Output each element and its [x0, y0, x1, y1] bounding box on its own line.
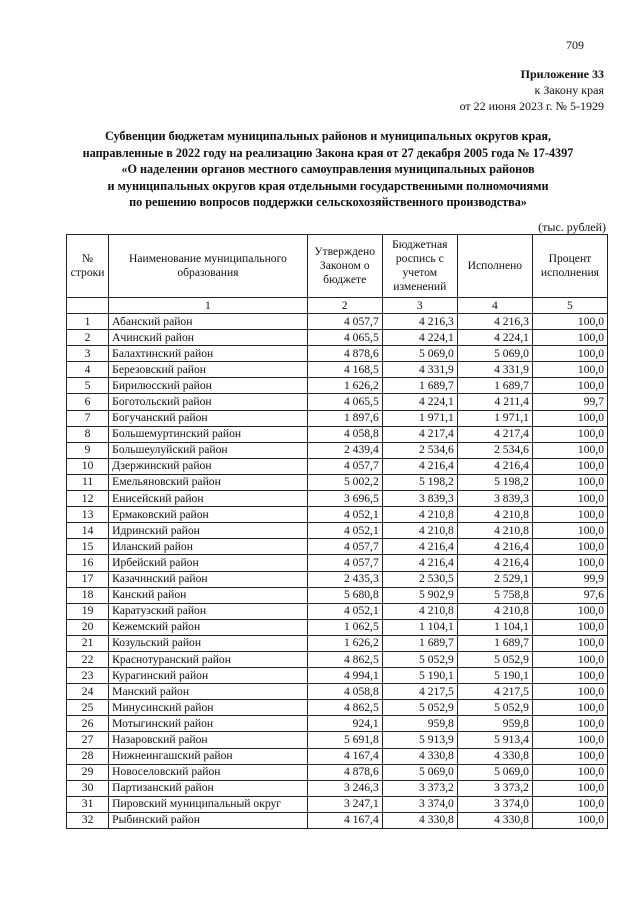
row-number: 9	[67, 442, 109, 458]
table-row	[67, 603, 608, 619]
table-row	[67, 668, 608, 684]
municipality-name: Козульский район	[109, 635, 308, 651]
budget-amount: 4 216,4	[382, 458, 457, 474]
budget-amount: 2 534,6	[382, 442, 457, 458]
executed-amount: 4 217,5	[457, 684, 532, 700]
column-number: 3	[382, 298, 457, 314]
approved-amount: 4 057,7	[307, 555, 382, 571]
approved-amount: 3 247,1	[307, 796, 382, 812]
municipality-name: Абанский район	[109, 314, 308, 330]
row-number: 1	[67, 314, 109, 330]
executed-amount: 1 689,7	[457, 635, 532, 651]
budget-amount: 1 689,7	[382, 378, 457, 394]
table-row	[67, 700, 608, 716]
executed-amount: 4 216,4	[457, 458, 532, 474]
approved-amount: 4 057,7	[307, 458, 382, 474]
municipality-name: Партизанский район	[109, 780, 308, 796]
execution-percent: 99,7	[532, 394, 607, 410]
approved-amount: 5 680,8	[307, 587, 382, 603]
column-number-empty	[67, 298, 109, 314]
table-row	[67, 394, 608, 410]
header-approved	[307, 235, 382, 298]
approved-amount: 3 246,3	[307, 780, 382, 796]
approved-amount: 4 167,4	[307, 748, 382, 764]
municipality-name: Боготольский район	[109, 394, 308, 410]
appendix-law-date: от 22 июня 2023 г. № 5-1929	[459, 99, 604, 113]
execution-percent: 100,0	[532, 474, 607, 490]
execution-percent: 100,0	[532, 684, 607, 700]
executed-amount: 1 971,1	[457, 410, 532, 426]
municipality-name: Березовский район	[109, 362, 308, 378]
municipality-name: Ермаковский район	[109, 507, 308, 523]
approved-amount: 4 058,8	[307, 684, 382, 700]
table-row	[67, 491, 608, 507]
execution-percent: 100,0	[532, 410, 607, 426]
approved-amount: 4 052,1	[307, 507, 382, 523]
execution-percent: 100,0	[532, 330, 607, 346]
executed-amount: 3 374,0	[457, 796, 532, 812]
execution-percent: 100,0	[532, 796, 607, 812]
header-municipality	[109, 235, 308, 298]
header-text: строки	[70, 266, 105, 279]
budget-amount: 4 216,4	[382, 555, 457, 571]
header-text: образования	[177, 266, 239, 279]
municipality-name: Идринский район	[109, 523, 308, 539]
approved-amount: 4 878,6	[307, 764, 382, 780]
header-text: Исполнено	[467, 259, 523, 272]
executed-amount: 4 330,8	[457, 748, 532, 764]
executed-amount: 959,8	[457, 716, 532, 732]
header-budget-schedule	[382, 235, 457, 298]
approved-amount: 3 696,5	[307, 491, 382, 507]
row-number: 28	[67, 748, 109, 764]
row-number: 20	[67, 619, 109, 635]
row-number: 27	[67, 732, 109, 748]
executed-amount: 4 224,1	[457, 330, 532, 346]
approved-amount: 4 862,5	[307, 651, 382, 667]
execution-percent: 100,0	[532, 700, 607, 716]
executed-amount: 4 210,8	[457, 507, 532, 523]
execution-percent: 100,0	[532, 458, 607, 474]
approved-amount: 1 897,6	[307, 410, 382, 426]
row-number: 2	[67, 330, 109, 346]
title-line: Субвенции бюджетам муниципальных районов и муниципальных округов края,	[104, 129, 552, 143]
column-number: 2	[307, 298, 382, 314]
budget-amount: 3 839,3	[382, 491, 457, 507]
municipality-name: Большеулуйский район	[109, 442, 308, 458]
page-number: 709	[566, 38, 584, 52]
execution-percent: 100,0	[532, 362, 607, 378]
budget-amount: 1 104,1	[382, 619, 457, 635]
budget-amount: 3 373,2	[382, 780, 457, 796]
execution-percent: 100,0	[532, 668, 607, 684]
row-number: 8	[67, 426, 109, 442]
budget-amount: 5 069,0	[382, 764, 457, 780]
table-row	[67, 812, 608, 828]
table-row	[67, 571, 608, 587]
approved-amount: 4 057,7	[307, 539, 382, 555]
execution-percent: 100,0	[532, 716, 607, 732]
row-number: 21	[67, 635, 109, 651]
municipality-name: Канский район	[109, 587, 308, 603]
title-line: по решению вопросов поддержки сельскохозяйственного производства»	[129, 195, 527, 210]
approved-amount: 4 052,1	[307, 603, 382, 619]
row-number: 5	[67, 378, 109, 394]
municipality-name: Большемуртинский район	[109, 426, 308, 442]
column-number-row	[67, 298, 608, 314]
approved-amount: 4 167,4	[307, 812, 382, 828]
row-number: 32	[67, 812, 109, 828]
table-row	[67, 635, 608, 651]
row-number: 19	[67, 603, 109, 619]
execution-percent: 100,0	[532, 780, 607, 796]
budget-amount: 5 052,9	[382, 700, 457, 716]
table-row	[67, 716, 608, 732]
execution-percent: 100,0	[532, 619, 607, 635]
table-row	[67, 410, 608, 426]
subsidies-table	[66, 234, 608, 829]
row-number: 3	[67, 346, 109, 362]
municipality-name: Кежемский район	[109, 619, 308, 635]
municipality-name: Ачинский район	[109, 330, 308, 346]
table-row	[67, 796, 608, 812]
row-number: 26	[67, 716, 109, 732]
execution-percent: 100,0	[532, 426, 607, 442]
row-number: 24	[67, 684, 109, 700]
execution-percent: 100,0	[532, 507, 607, 523]
approved-amount: 4 994,1	[307, 668, 382, 684]
budget-amount: 5 190,1	[382, 668, 457, 684]
executed-amount: 2 534,6	[457, 442, 532, 458]
title-line: и муниципальных округов края отдельными государственными полномочиями	[107, 178, 549, 193]
executed-amount: 4 330,8	[457, 812, 532, 828]
municipality-name: Мотыгинский район	[109, 716, 308, 732]
table-row	[67, 346, 608, 362]
executed-amount: 4 216,4	[457, 555, 532, 571]
row-number: 18	[67, 587, 109, 603]
budget-amount: 5 198,2	[382, 474, 457, 490]
row-number: 23	[67, 668, 109, 684]
municipality-name: Новоселовский район	[109, 764, 308, 780]
row-number: 14	[67, 523, 109, 539]
table-row	[67, 442, 608, 458]
table-body	[67, 314, 608, 829]
municipality-name: Пировский муниципальный округ	[109, 796, 308, 812]
budget-amount: 4 217,5	[382, 684, 457, 700]
approved-amount: 4 168,5	[307, 362, 382, 378]
header-text: Процент	[548, 252, 592, 265]
header-text: роспись с	[395, 252, 444, 265]
executed-amount: 4 211,4	[457, 394, 532, 410]
execution-percent: 100,0	[532, 732, 607, 748]
municipality-name: Курагинский район	[109, 668, 308, 684]
executed-amount: 4 216,4	[457, 539, 532, 555]
executed-amount: 1 689,7	[457, 378, 532, 394]
header-text: учетом	[402, 266, 438, 279]
budget-amount: 4 216,3	[382, 314, 457, 330]
header-text: Законом о	[319, 259, 370, 272]
row-number: 22	[67, 651, 109, 667]
header-text: Бюджетная	[392, 238, 448, 251]
execution-percent: 100,0	[532, 748, 607, 764]
executed-amount: 5 758,8	[457, 587, 532, 603]
municipality-name: Иланский район	[109, 539, 308, 555]
column-number: 4	[457, 298, 532, 314]
table-row	[67, 555, 608, 571]
municipality-name: Краснотуранский район	[109, 651, 308, 667]
row-number: 12	[67, 491, 109, 507]
row-number: 31	[67, 796, 109, 812]
document-title	[50, 128, 606, 211]
approved-amount: 924,1	[307, 716, 382, 732]
header-text: Наименование муниципального	[128, 252, 287, 265]
table-row	[67, 507, 608, 523]
municipality-name: Балахтинский район	[109, 346, 308, 362]
execution-percent: 100,0	[532, 812, 607, 828]
executed-amount: 3 839,3	[457, 491, 532, 507]
budget-amount: 1 971,1	[382, 410, 457, 426]
execution-percent: 100,0	[532, 764, 607, 780]
approved-amount: 4 057,7	[307, 314, 382, 330]
appendix-header	[460, 66, 604, 114]
municipality-name: Манский район	[109, 684, 308, 700]
execution-percent: 100,0	[532, 539, 607, 555]
row-number: 11	[67, 474, 109, 490]
budget-amount: 4 330,8	[382, 812, 457, 828]
approved-amount: 5 002,2	[307, 474, 382, 490]
approved-amount: 4 878,6	[307, 346, 382, 362]
approved-amount: 4 058,8	[307, 426, 382, 442]
approved-amount: 2 435,3	[307, 571, 382, 587]
approved-amount: 5 691,8	[307, 732, 382, 748]
executed-amount: 4 217,4	[457, 426, 532, 442]
title-line: «О наделении органов местного самоуправления муниципальных районов	[121, 162, 535, 177]
table-row	[67, 764, 608, 780]
header-text: исполнения	[540, 266, 599, 279]
municipality-name: Назаровский район	[109, 732, 308, 748]
executed-amount: 5 052,9	[457, 651, 532, 667]
appendix-law-ref: к Закону края	[534, 83, 604, 97]
municipality-name: Каратузский район	[109, 603, 308, 619]
table-row	[67, 426, 608, 442]
budget-amount: 4 210,8	[382, 523, 457, 539]
executed-amount: 3 373,2	[457, 780, 532, 796]
row-number: 30	[67, 780, 109, 796]
municipality-name: Минусинский район	[109, 700, 308, 716]
municipality-name: Рыбинский район	[109, 812, 308, 828]
row-number: 7	[67, 410, 109, 426]
units-label: (тыс. рублей)	[538, 220, 606, 234]
executed-amount: 5 069,0	[457, 346, 532, 362]
header-text: изменений	[393, 280, 447, 293]
table-row	[67, 748, 608, 764]
executed-amount: 5 069,0	[457, 764, 532, 780]
table-row	[67, 458, 608, 474]
table-row	[67, 587, 608, 603]
municipality-name: Нижнеингашский район	[109, 748, 308, 764]
executed-amount: 4 210,8	[457, 603, 532, 619]
approved-amount: 4 065,5	[307, 394, 382, 410]
approved-amount: 1 626,2	[307, 635, 382, 651]
municipality-name: Ирбейский район	[109, 555, 308, 571]
budget-amount: 5 052,9	[382, 651, 457, 667]
header-percent	[532, 235, 607, 298]
approved-amount: 4 052,1	[307, 523, 382, 539]
header-text: Утверждено	[314, 245, 376, 258]
budget-amount: 5 902,9	[382, 587, 457, 603]
municipality-name: Казачинский район	[109, 571, 308, 587]
executed-amount: 5 913,4	[457, 732, 532, 748]
execution-percent: 100,0	[532, 603, 607, 619]
executed-amount: 4 210,8	[457, 523, 532, 539]
execution-percent: 100,0	[532, 378, 607, 394]
table-row	[67, 780, 608, 796]
budget-amount: 4 216,4	[382, 539, 457, 555]
municipality-name: Енисейский район	[109, 491, 308, 507]
table-row	[67, 362, 608, 378]
row-number: 13	[67, 507, 109, 523]
execution-percent: 100,0	[532, 651, 607, 667]
approved-amount: 4 862,5	[307, 700, 382, 716]
budget-amount: 2 530,5	[382, 571, 457, 587]
header-row-number	[67, 235, 109, 298]
column-number: 1	[109, 298, 308, 314]
budget-amount: 4 217,4	[382, 426, 457, 442]
executed-amount: 5 190,1	[457, 668, 532, 684]
table-row	[67, 378, 608, 394]
budget-amount: 4 210,8	[382, 507, 457, 523]
executed-amount: 4 216,3	[457, 314, 532, 330]
row-number: 6	[67, 394, 109, 410]
appendix-title: Приложение 33	[520, 67, 604, 81]
approved-amount: 1 062,5	[307, 619, 382, 635]
budget-amount: 4 330,8	[382, 748, 457, 764]
executed-amount: 5 052,9	[457, 700, 532, 716]
row-number: 16	[67, 555, 109, 571]
budget-amount: 4 224,1	[382, 330, 457, 346]
row-number: 10	[67, 458, 109, 474]
execution-percent: 100,0	[532, 442, 607, 458]
budget-amount: 5 913,9	[382, 732, 457, 748]
column-number: 5	[532, 298, 607, 314]
table-row	[67, 619, 608, 635]
executed-amount: 5 198,2	[457, 474, 532, 490]
budget-amount: 3 374,0	[382, 796, 457, 812]
header-text: №	[82, 252, 94, 265]
executed-amount: 4 331,9	[457, 362, 532, 378]
budget-amount: 4 331,9	[382, 362, 457, 378]
table-row	[67, 539, 608, 555]
table-row	[67, 314, 608, 330]
row-number: 29	[67, 764, 109, 780]
budget-amount: 4 224,1	[382, 394, 457, 410]
row-number: 17	[67, 571, 109, 587]
municipality-name: Емельяновский район	[109, 474, 308, 490]
row-number: 4	[67, 362, 109, 378]
municipality-name: Богучанский район	[109, 410, 308, 426]
municipality-name: Бирилюсский район	[109, 378, 308, 394]
budget-amount: 1 689,7	[382, 635, 457, 651]
municipality-name: Дзержинский район	[109, 458, 308, 474]
table-header-row	[67, 235, 608, 298]
execution-percent: 100,0	[532, 346, 607, 362]
table-row	[67, 684, 608, 700]
execution-percent: 100,0	[532, 635, 607, 651]
execution-percent: 97,6	[532, 587, 607, 603]
execution-percent: 100,0	[532, 314, 607, 330]
table-row	[67, 651, 608, 667]
table-row	[67, 523, 608, 539]
executed-amount: 1 104,1	[457, 619, 532, 635]
executed-amount: 2 529,1	[457, 571, 532, 587]
header-text: бюджете	[323, 273, 367, 286]
budget-amount: 4 210,8	[382, 603, 457, 619]
title-line: направленные в 2022 году на реализацию Закона края от 27 декабря 2005 года № 17-4397	[82, 145, 574, 160]
approved-amount: 4 065,5	[307, 330, 382, 346]
approved-amount: 1 626,2	[307, 378, 382, 394]
row-number: 15	[67, 539, 109, 555]
table-row	[67, 732, 608, 748]
row-number: 25	[67, 700, 109, 716]
execution-percent: 100,0	[532, 523, 607, 539]
execution-percent: 99,9	[532, 571, 607, 587]
execution-percent: 100,0	[532, 555, 607, 571]
table-row	[67, 330, 608, 346]
execution-percent: 100,0	[532, 491, 607, 507]
table-row	[67, 474, 608, 490]
header-executed	[457, 235, 532, 298]
approved-amount: 2 439,4	[307, 442, 382, 458]
budget-amount: 959,8	[382, 716, 457, 732]
budget-amount: 5 069,0	[382, 346, 457, 362]
